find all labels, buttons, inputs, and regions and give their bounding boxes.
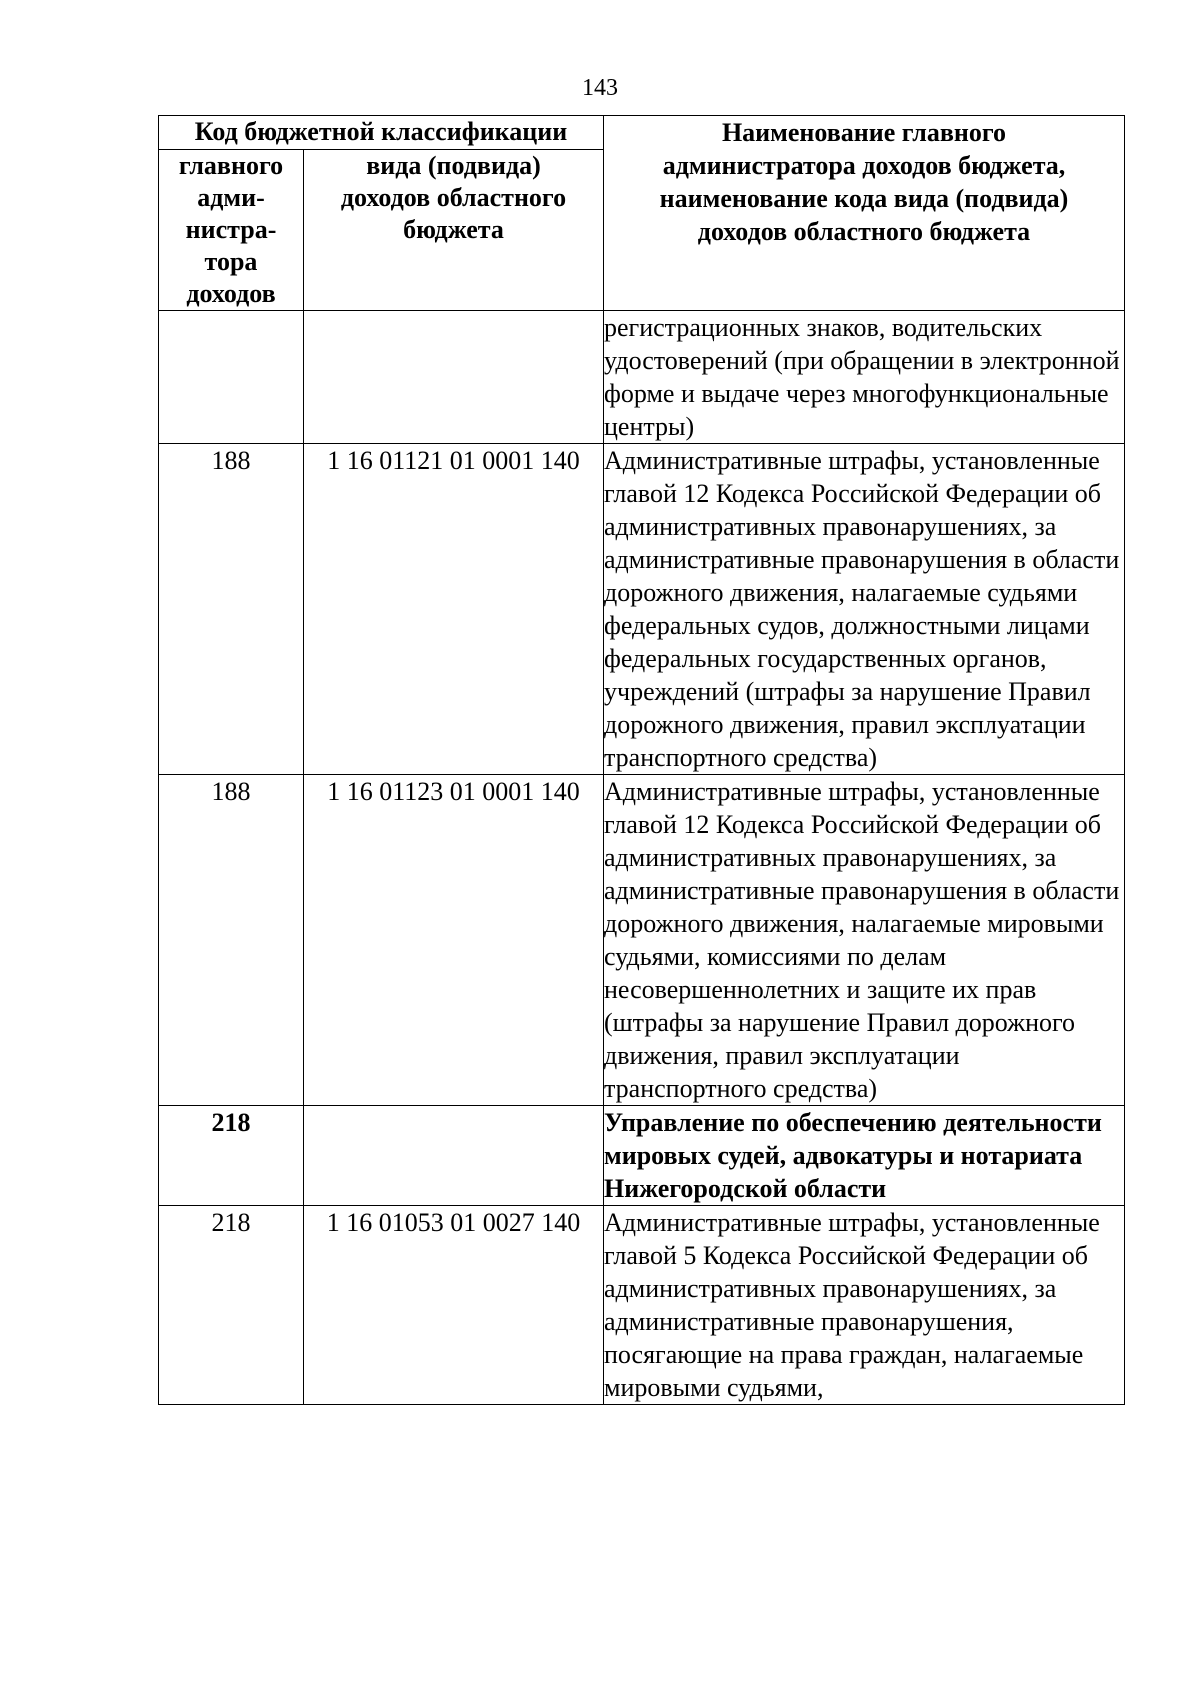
header-code-column xyxy=(304,150,604,311)
admin-code-cell: 188 xyxy=(159,775,304,1106)
name-cell: Административные штрафы, установленные главой 12 Кодекса Российской Федерации об административных правонарушениях, за административные правонарушения в области дорожного движения, налагаемые судьями федеральных судов, должностными лицами федеральных государственных органов, учреждений (штрафы за нарушение Правил дорожного движения, правил эксплуатации транспортного средства) xyxy=(604,444,1125,775)
header-admin-line: доходов xyxy=(186,279,276,308)
header-admin-column xyxy=(159,150,304,311)
table-row xyxy=(159,775,1125,1106)
budget-classification-table xyxy=(158,115,1125,1405)
income-code-cell: 1 16 01053 01 0027 140 xyxy=(304,1206,604,1405)
header-code-line: доходов областного xyxy=(340,183,567,212)
header-kbk: Код бюджетной классификации xyxy=(159,116,604,150)
table-row-administrator xyxy=(159,1106,1125,1206)
admin-code-cell xyxy=(159,311,304,444)
admin-code-cell: 218 xyxy=(159,1206,304,1405)
header-admin-line: тора xyxy=(204,247,258,276)
name-cell: Административные штрафы, установленные главой 5 Кодекса Российской Федерации об административных правонарушениях, за административные правонарушения, посягающие на права граждан, налагаемые мировыми судьями, xyxy=(604,1206,1125,1405)
income-code-cell: 1 16 01123 01 0001 140 xyxy=(304,775,604,1106)
income-code-cell xyxy=(304,1106,604,1206)
header-admin-line: нистра- xyxy=(185,215,277,244)
table-row xyxy=(159,311,1125,444)
income-code-cell: 1 16 01121 01 0001 140 xyxy=(304,444,604,775)
name-cell: Управление по обеспечению деятельности мировых судей, адвокатуры и нотариата Нижегородской области xyxy=(604,1106,1125,1206)
header-name-column xyxy=(604,116,1125,311)
table-row xyxy=(159,1206,1125,1405)
header-admin-line: главного xyxy=(178,151,284,180)
table-header xyxy=(159,116,1125,311)
page-number: 143 xyxy=(582,75,618,101)
header-name-line: доходов областного бюджета xyxy=(697,217,1031,246)
header-admin-line: адми- xyxy=(197,183,265,212)
table-body xyxy=(159,311,1125,1405)
header-name-line: Наименование главного xyxy=(721,118,1007,147)
admin-code-cell: 218 xyxy=(159,1106,304,1206)
header-name-line: администратора доходов бюджета, xyxy=(662,151,1066,180)
header-name-line: наименование кода вида (подвида) xyxy=(659,184,1069,213)
header-code-line: бюджета xyxy=(403,215,504,244)
income-code-cell xyxy=(304,311,604,444)
table-row xyxy=(159,444,1125,775)
name-cell: регистрационных знаков, водительских удостоверений (при обращении в электронной форме и выдаче через многофункциональные центры) xyxy=(604,311,1125,444)
header-code-line: вида (подвида) xyxy=(366,151,541,180)
name-cell: Административные штрафы, установленные главой 12 Кодекса Российской Федерации об административных правонарушениях, за административные правонарушения в области дорожного движения, налагаемые мировыми судьями, комиссиями по делам несовершеннолетних и защите их прав (штрафы за нарушение Правил дорожного движения, правил эксплуатации транспортного средства) xyxy=(604,775,1125,1106)
admin-code-cell: 188 xyxy=(159,444,304,775)
